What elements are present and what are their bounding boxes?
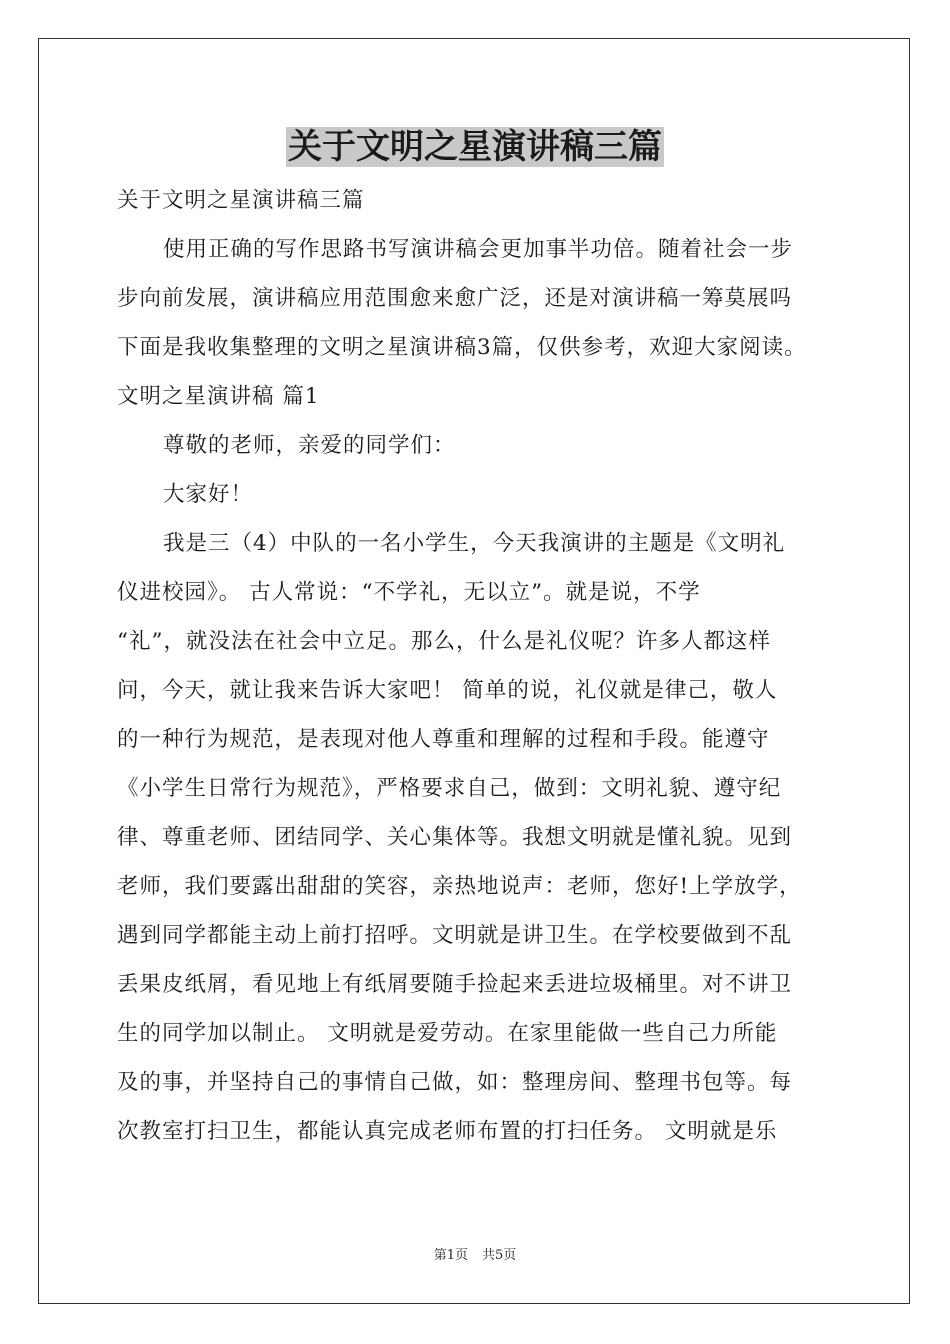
- page-number: 第1页: [433, 1248, 468, 1263]
- salutation-line: 尊敬的老师，亲爱的同学们：: [163, 433, 456, 458]
- paragraph-line: 及的事，并坚持自己的事情自己做，如：整理房间、整理书包等。每: [117, 1070, 793, 1095]
- paragraph-line: 的一种行为规范，是表现对他人尊重和理解的过程和手段。能遵守: [117, 727, 770, 752]
- paragraph-line: 《小学生日常行为规范》，严格要求自己，做到：文明礼貌、遵守纪: [117, 776, 782, 801]
- page-total: 共5页: [482, 1248, 517, 1263]
- paragraph-line: 遇到同学都能主动上前打招呼。文明就是讲卫生。在学校要做到不乱: [117, 923, 793, 948]
- paragraph-line: 老师，我们要露出甜甜的笑容，亲热地说声：老师，您好!上学放学，: [117, 874, 802, 899]
- document-title: [0, 124, 950, 170]
- paragraph-line: 步向前发展，演讲稿应用范围愈来愈广泛，还是对演讲稿一筹莫展吗: [117, 286, 793, 311]
- paragraph-line: 仪进校园》。 古人常说：“不学礼，无以立”。就是说，不学: [117, 580, 701, 605]
- paragraph-line: 次教室打扫卫生，都能认真完成老师布置的打扫任务。 文明就是乐: [117, 1119, 778, 1144]
- subtitle-line: 关于文明之星演讲稿三篇: [117, 188, 365, 213]
- paragraph-line: 我是三（4）中队的一名小学生，今天我演讲的主题是《文明礼: [163, 531, 786, 556]
- paragraph-line: “礼”，就没法在社会中立足。那么，什么是礼仪呢？许多人都这样: [117, 629, 771, 654]
- paragraph-line: 丢果皮纸屑，看见地上有纸屑要随手捡起来丢进垃圾桶里。对不讲卫: [117, 972, 793, 997]
- paragraph-line: 使用正确的写作思路书写演讲稿会更加事半功倍。随着社会一步: [163, 237, 794, 262]
- greeting-line: 大家好！: [163, 482, 254, 507]
- paragraph-line: 下面是我收集整理的文明之星演讲稿3篇，仅供参考，欢迎大家阅读。: [117, 335, 807, 360]
- paragraph-line: 律、尊重老师、团结同学、关心集体等。我想文明就是懂礼貌。见到: [117, 825, 793, 850]
- page-footer: [0, 1247, 950, 1265]
- paragraph-line: 问，今天，就让我来告诉大家吧！ 简单的说，礼仪就是律己，敬人: [117, 678, 778, 703]
- section-heading: 文明之星演讲稿 篇1: [117, 384, 320, 409]
- document-title-text: 关于文明之星演讲稿三篇: [288, 127, 662, 167]
- paragraph-line: 生的同学加以制止。 文明就是爱劳动。在家里能做一些自己力所能: [117, 1021, 778, 1046]
- document-body: [117, 176, 839, 1156]
